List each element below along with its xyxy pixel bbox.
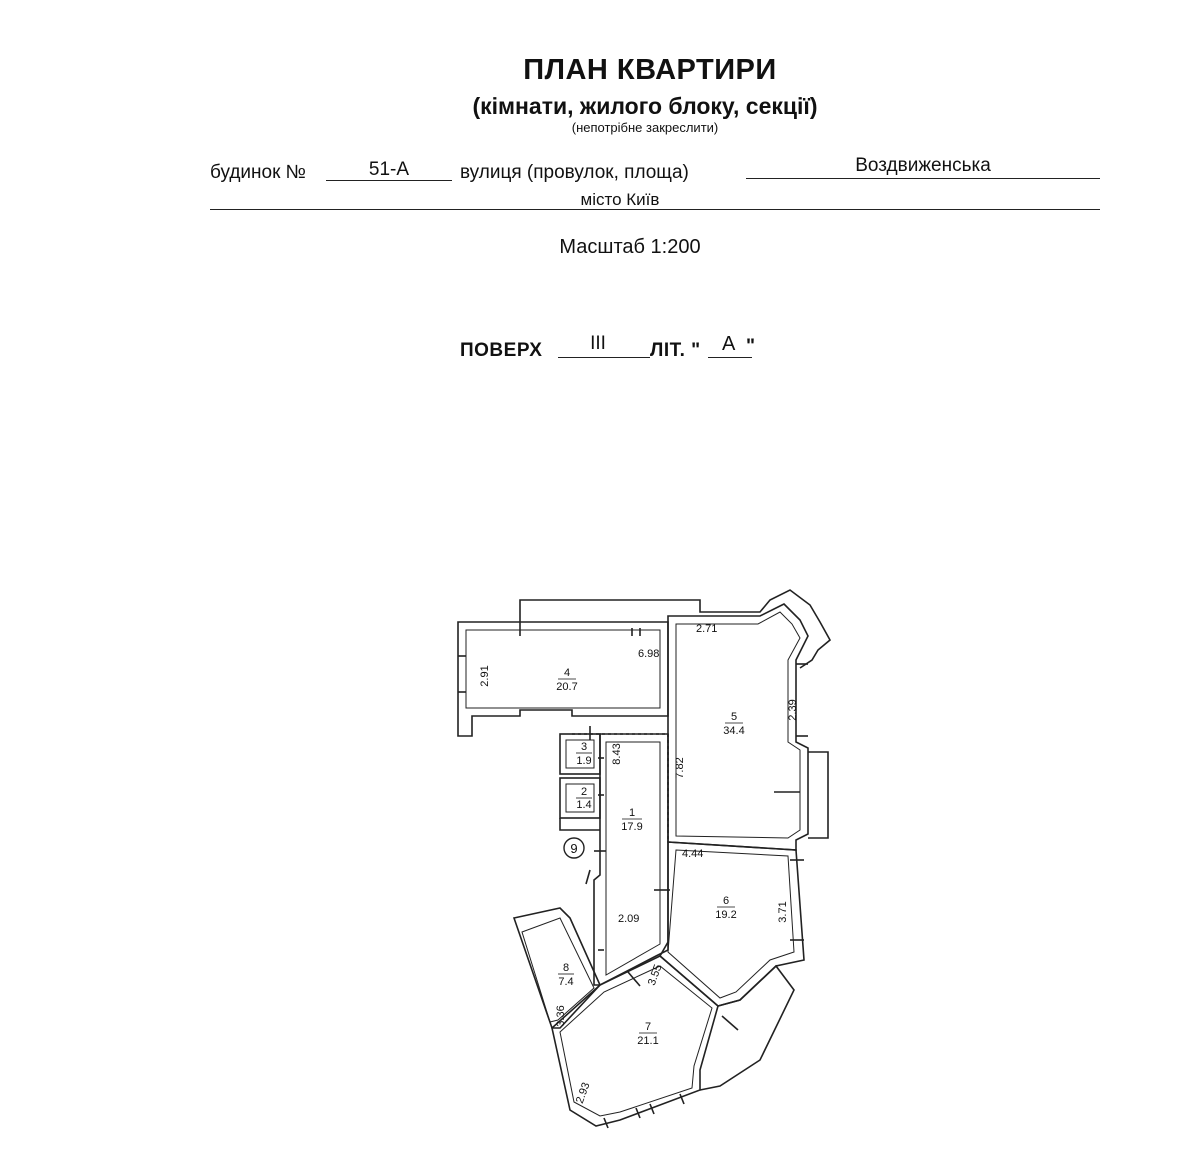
dim-3-71: 3.71 — [777, 901, 789, 923]
marker-9: 9 — [570, 841, 578, 856]
room-5-area: 34.4 — [723, 725, 745, 737]
building-number: 51-А — [368, 159, 410, 180]
room-6-number: 6 — [722, 895, 730, 907]
floor-label: ПОВЕРХ — [460, 340, 543, 361]
dim-2-93: 2.93 — [573, 1080, 593, 1106]
street-name: Воздвиженська — [855, 155, 991, 176]
room-2-number: 2 — [580, 786, 588, 798]
dim-3-36: 3.36 — [555, 1005, 567, 1027]
room-7-area: 21.1 — [637, 1035, 659, 1047]
room-3-area: 1.9 — [576, 755, 592, 767]
room-1-area: 17.9 — [621, 821, 643, 833]
floor-number: III — [590, 333, 606, 354]
dim-6-98: 6.98 — [638, 648, 660, 660]
dim-2-91: 2.91 — [479, 665, 491, 687]
room-3-number: 3 — [580, 741, 588, 753]
room-1-number: 1 — [628, 807, 636, 819]
room-8-number: 8 — [562, 962, 570, 974]
balcony-top — [520, 590, 830, 668]
street-label: вулиця (провулок, площа) — [460, 162, 689, 183]
lit-value: А — [722, 333, 736, 355]
dim-2-71: 2.71 — [696, 623, 718, 635]
page-title: ПЛАН КВАРТИРИ — [523, 54, 777, 86]
city-name: місто Київ — [580, 190, 660, 209]
building-label: будинок № — [210, 162, 307, 183]
room-1-outline — [594, 734, 668, 988]
dim-3-55: 3.55 — [645, 962, 665, 988]
dim-2-39: 2.39 — [787, 699, 799, 721]
room-4-area: 20.7 — [556, 681, 578, 693]
dim-8-43: 8.43 — [611, 743, 623, 765]
strike-note: (непотрібне закреслити) — [571, 120, 719, 135]
dim-4-44: 4.44 — [682, 848, 704, 860]
room-4-number: 4 — [563, 667, 571, 679]
dim-7-82: 7.82 — [674, 757, 686, 779]
lit-label: ЛІТ. " — [650, 340, 701, 361]
scale-label: Масштаб 1:200 — [559, 236, 701, 258]
dim-2-09: 2.09 — [618, 913, 640, 925]
room-6-outline — [660, 842, 804, 1006]
room-5-number: 5 — [730, 711, 738, 723]
room-6-area: 19.2 — [715, 909, 737, 921]
room-8-area: 7.4 — [558, 976, 574, 988]
lit-close: " — [746, 336, 756, 357]
room-2-area: 1.4 — [576, 799, 592, 811]
page-subtitle: (кімнати, жилого блоку, секції) — [472, 93, 818, 119]
room-7-number: 7 — [644, 1021, 652, 1033]
